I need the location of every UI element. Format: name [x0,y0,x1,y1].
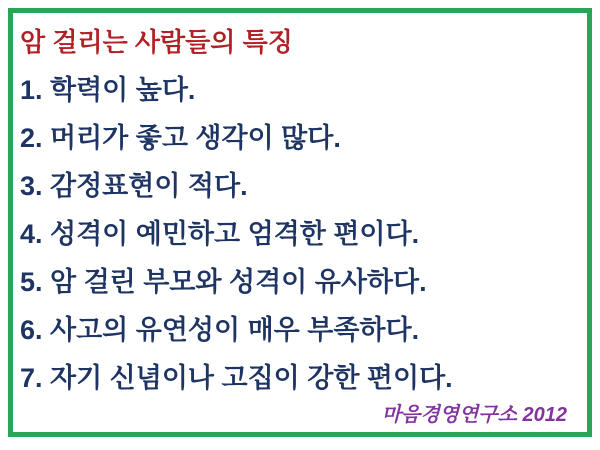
credit-text: 마음경영연구소 2012 [381,404,567,426]
characteristics-list [20,66,573,402]
list-item-6: 6. 사고의 유연성이 매우 부족하다. [20,315,420,345]
list-item-1: 1. 학력이 높다. [20,75,196,105]
list-item-2: 2. 머리가 좋고 생각이 많다. [20,123,341,153]
slide-title: 암 걸리는 사람들의 특징 [20,27,293,57]
list-item-7: 7. 자기 신념이나 고집이 강한 편이다. [20,363,453,393]
slide-border-frame [8,8,592,437]
list-item-3: 3. 감정표현이 적다. [20,171,248,201]
list-item-4: 4. 성격이 예민하고 엄격한 편이다. [20,219,420,249]
slide-content [13,13,587,432]
list-item-5: 5. 암 걸린 부모와 성격이 유사하다. [20,267,427,297]
